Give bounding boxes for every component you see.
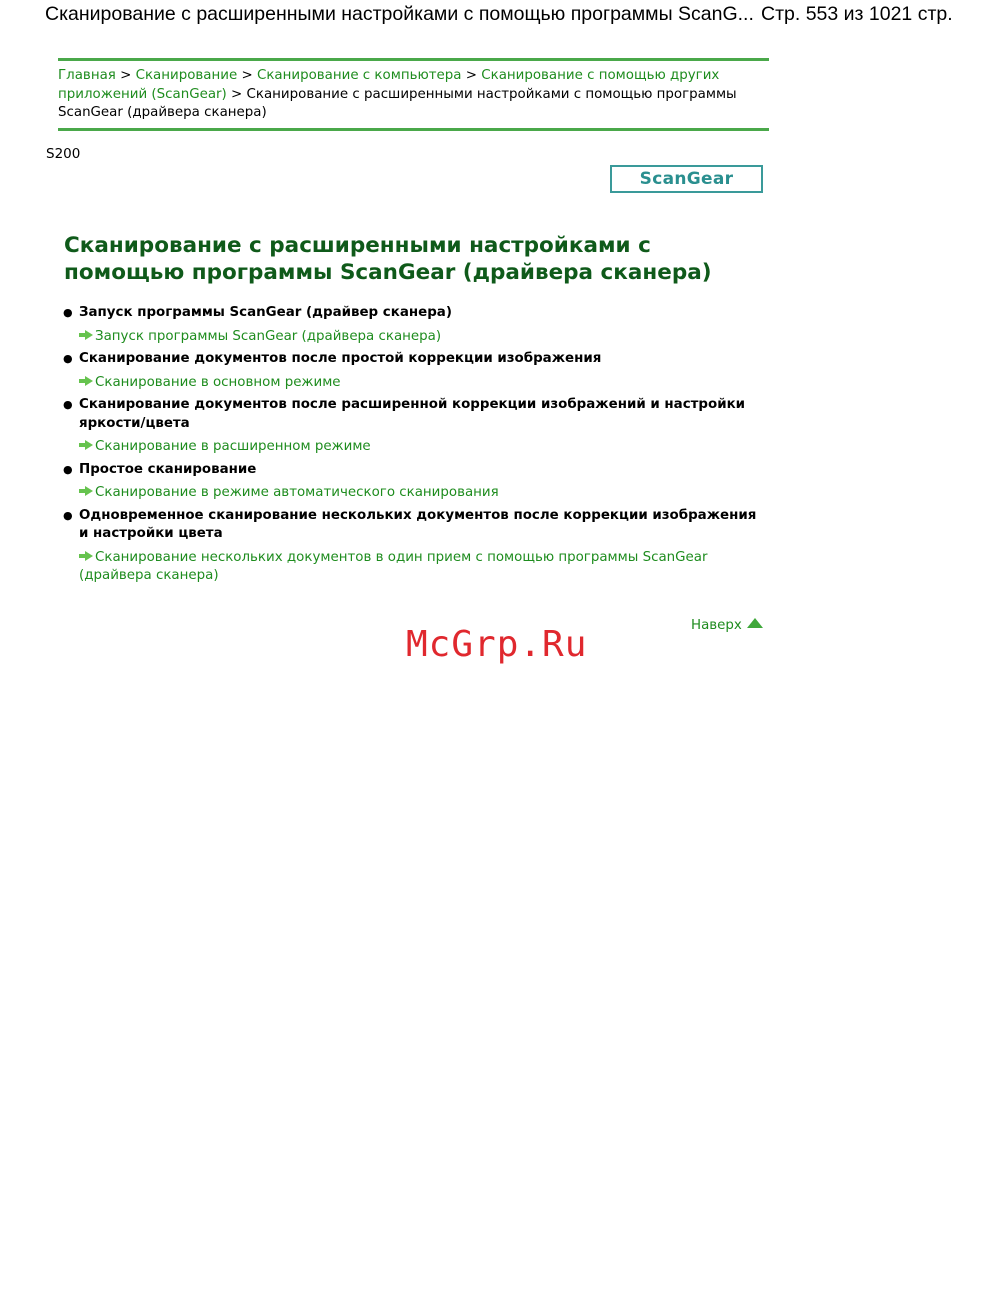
breadcrumb-separator: > bbox=[241, 68, 253, 83]
topic-list bbox=[62, 304, 762, 590]
arrow-right-icon bbox=[79, 440, 95, 450]
item-title: Сканирование документов после простой коррекции изображения bbox=[79, 351, 602, 366]
print-header bbox=[45, 2, 975, 26]
list-item bbox=[62, 396, 762, 457]
item-link[interactable]: Сканирование в расширенном режиме bbox=[95, 439, 371, 454]
back-to-top-label: Наверх bbox=[691, 618, 742, 633]
list-item bbox=[62, 350, 762, 392]
up-triangle-icon bbox=[747, 618, 763, 628]
bullet-icon: ● bbox=[63, 306, 73, 319]
item-link[interactable]: Сканирование в основном режиме bbox=[95, 374, 341, 390]
breadcrumb-separator: > bbox=[120, 68, 132, 83]
item-title: Запуск программы ScanGear (драйвер сканера) bbox=[79, 305, 452, 320]
arrow-right-icon bbox=[79, 551, 95, 561]
breadcrumb-link-from-computer[interactable]: Сканирование с компьютера bbox=[256, 68, 462, 83]
watermark: McGrp.Ru bbox=[406, 624, 588, 665]
item-title: Сканирование документов после расширенной коррекции изображений и настройки яркости/цвета bbox=[79, 397, 746, 431]
breadcrumb-link-scanning[interactable]: Сканирование bbox=[135, 68, 238, 83]
bullet-icon: ● bbox=[63, 508, 73, 522]
page-counter: Стр. 553 из 1021 стр. bbox=[761, 3, 953, 25]
back-to-top-link[interactable] bbox=[691, 618, 763, 633]
arrow-right-icon bbox=[79, 486, 95, 496]
item-link-row bbox=[79, 438, 762, 457]
list-item bbox=[62, 507, 762, 586]
breadcrumb-separator: > bbox=[231, 86, 243, 102]
list-item bbox=[62, 461, 762, 503]
item-link[interactable]: Сканирование в режиме автоматического сканирования bbox=[95, 485, 499, 500]
item-link-row bbox=[79, 484, 762, 503]
page-title: Сканирование с расширенными настройками с помощью программы ScanGear (драйвера сканера) bbox=[64, 233, 712, 285]
item-link-row bbox=[79, 549, 762, 586]
bullet-icon: ● bbox=[63, 398, 73, 411]
arrow-right-icon bbox=[79, 330, 95, 340]
item-link[interactable]: Запуск программы ScanGear (драйвера сканера) bbox=[95, 328, 442, 344]
scangear-badge-label: ScanGear bbox=[639, 169, 734, 189]
breadcrumb-link-home[interactable]: Главная bbox=[58, 68, 116, 83]
list-item bbox=[62, 304, 762, 346]
item-title: Простое сканирование bbox=[79, 461, 257, 477]
item-title: Одновременное сканирование нескольких документов после коррекции изображения и настройки цвета bbox=[79, 507, 757, 541]
print-header-title: Сканирование с расширенными настройками с помощью программы ScanG... bbox=[45, 3, 754, 25]
item-link-row bbox=[79, 374, 762, 393]
breadcrumb-current: Сканирование с расширенными настройками с помощью программы ScanGear (драйвера сканера) bbox=[58, 86, 737, 120]
bullet-icon: ● bbox=[63, 462, 73, 476]
item-link-row bbox=[79, 328, 762, 347]
model-label: S200 bbox=[46, 146, 81, 162]
breadcrumb-link-other-apps[interactable]: Сканирование с помощью других приложений (ScanGear) bbox=[58, 68, 720, 102]
breadcrumb-separator: > bbox=[465, 68, 477, 83]
scangear-badge bbox=[610, 165, 763, 193]
bullet-icon: ● bbox=[63, 352, 73, 365]
arrow-right-icon bbox=[79, 376, 95, 386]
breadcrumb bbox=[58, 58, 769, 131]
item-link[interactable]: Сканирование нескольких документов в один прием с помощью программы ScanGear (драйвера сканера) bbox=[79, 549, 708, 583]
